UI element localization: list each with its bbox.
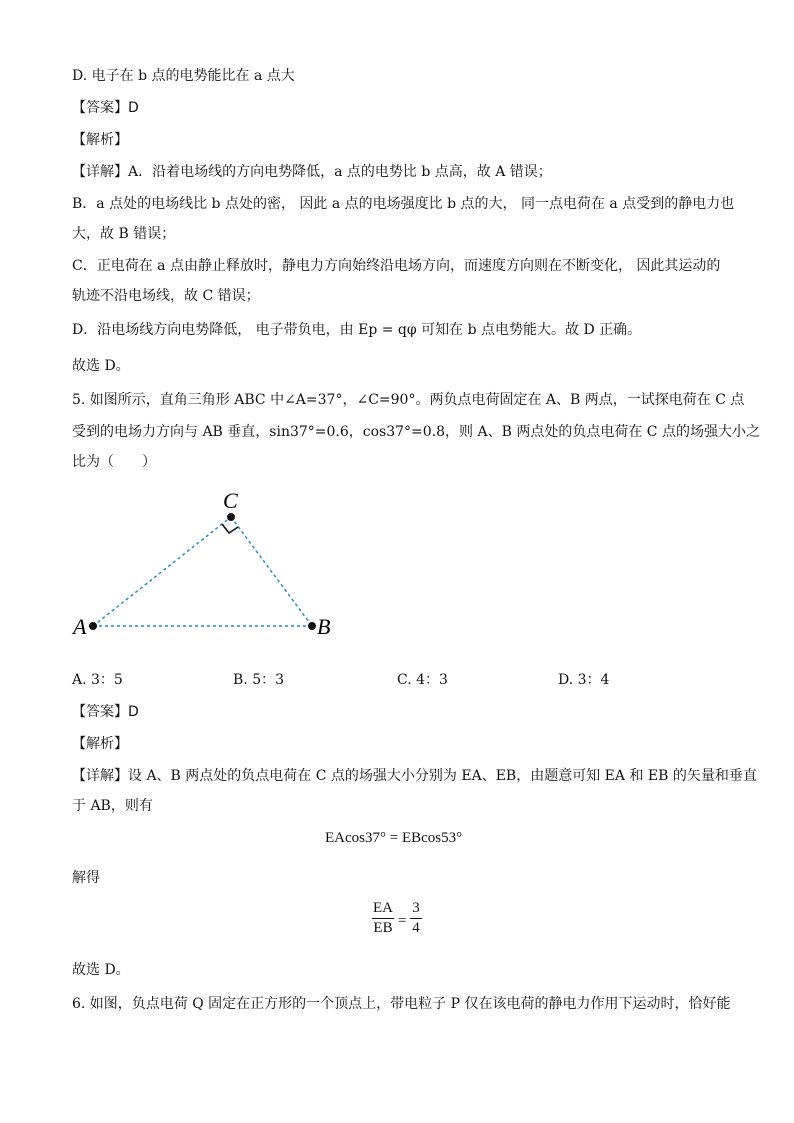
- detail-line-b2: 大，故 B 错误；: [72, 226, 176, 242]
- side-ac: [93, 517, 231, 626]
- triangle-diagram: [0, 480, 794, 650]
- detail-line-b1: B．a 点处的电场线比 b 点处的密， 因此 a 点的电场强度比 b 点的大， 同一点电荷在 a 点受到的静电力也: [72, 196, 735, 212]
- question-6-line1: 6. 如图，负点电荷 Q 固定在正方形的一个顶点上，带电粒子 P 仅在该电荷的静电力作用下运动时，恰好能: [72, 996, 731, 1012]
- label-a: A: [73, 614, 87, 639]
- conclusion-1: 故选 D。: [72, 358, 130, 374]
- choice-c: C. 4：3: [397, 672, 448, 688]
- detail-5-line1: 【详解】设 A、B 两点处的负点电荷在 C 点的场强大小分别为 EA、EB，由题意可知 EA 和 EB 的矢量和垂直: [72, 768, 757, 784]
- detail-line-c2: 轨迹不沿电场线，故 C 错误；: [72, 288, 260, 304]
- label-b: B: [317, 614, 331, 639]
- answer-label-2: 【答案】D: [72, 704, 139, 720]
- conclusion-2: 故选 D。: [72, 962, 130, 978]
- ratio-equals: =: [398, 913, 407, 929]
- solve-label: 解得: [72, 870, 100, 886]
- analysis-label: 【解析】: [72, 132, 128, 148]
- ratio-numerator: EA: [373, 900, 393, 916]
- choice-a: A. 3：5: [72, 672, 123, 688]
- analysis-label-2: 【解析】: [72, 736, 128, 752]
- ratio-right-den: 4: [412, 920, 420, 936]
- choice-b: B. 5：3: [233, 672, 285, 688]
- detail-line-c1: C．正电荷在 a 点由静止释放时，静电力方向始终沿电场方向，而速度方向则在不断变化， 因此其运动的: [72, 258, 721, 274]
- answer-label: 【答案】D: [72, 100, 139, 116]
- ratio-equation: [372, 900, 432, 948]
- question-5-line2: 受到的电场力方向与 AB 垂直，sin37°=0.6，cos37°=0.8，则 A、B 两点处的负点电荷在 C 点的场强大小之: [72, 424, 760, 440]
- detail-line-a: 【详解】A．沿着电场线的方向电势降低，a 点的电势比 b 点高，故 A 错误；: [72, 164, 552, 180]
- right-angle-mark: [222, 524, 238, 533]
- question-5-line3: 比为（ ）: [72, 454, 156, 470]
- point-c: [227, 513, 235, 521]
- side-cb: [231, 517, 312, 626]
- ratio-right-num: 3: [412, 900, 420, 916]
- detail-line-d: D．沿电场线方向电势降低， 电子带负电，由 Ep = qφ 可知在 b 点电势能大。故 D 正确。: [72, 322, 642, 338]
- choice-d: D. 3：4: [558, 672, 610, 688]
- equation-cos: EAcos37° = EBcos53°: [325, 830, 463, 846]
- detail-5-line2: 于 AB，则有: [72, 798, 153, 814]
- ratio-denominator: EB: [373, 920, 393, 936]
- option-d-text: D. 电子在 b 点的电势能比在 a 点大: [72, 68, 295, 84]
- question-5-line1: 5. 如图所示，直角三角形 ABC 中∠A=37°，∠C=90°。两负点电荷固定在 A、B 两点，一试探电荷在 C 点: [72, 392, 745, 408]
- point-a: [89, 622, 97, 630]
- point-b: [308, 622, 316, 630]
- label-c: C: [223, 488, 238, 513]
